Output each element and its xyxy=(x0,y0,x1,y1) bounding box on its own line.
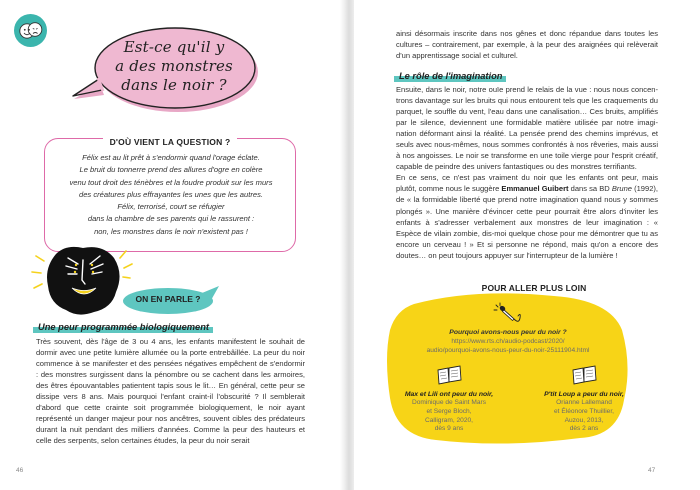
page-number: 46 xyxy=(16,467,24,474)
left-page xyxy=(0,0,346,490)
podcast-url[interactable]: https://www.rts.ch/audio-podcast/2020/ xyxy=(451,338,565,345)
title-speech-bubble xyxy=(70,20,260,116)
further-reading-heading: POUR ALLER PLUS LOIN xyxy=(481,283,587,293)
podcast-url[interactable]: audio/pourquoi-avons-nous-peur-du-noir-25111904.html xyxy=(426,347,590,354)
quote-paragraph: En ce sens, ce n'est pas vraiment du noir que les enfants ont peur, mais plutôt, comme nous le suggère Emmanuel Guibert dans sa BD Brune (1992), de « la formidable liberté que prend notre imagination quand nous y sommes plongés ». Une manière d'évincer cette peur pourrait être alors d'inviter les enfants à s'adresser verbalement aux monstres de leur imagination : « Espèce de vilain zombie, dis-moi quelque chose pour me démontrer que tu as encore un cerveau ! » Et si personne ne répond, mais qu'on a encore des doutes… on peut toujours appuyer sur l'interrupteur de la lumière ! xyxy=(396,173,658,260)
podcast-reference: Pourquoi avons-nous peur du noir ? https://www.rts.ch/audio-podcast/2020/ audio/pourquoi-avons-nous-peur-du-noir-25111904.html xyxy=(394,302,622,355)
open-book-icon xyxy=(435,364,463,386)
page-number: 47 xyxy=(648,467,656,474)
question-box xyxy=(44,138,296,252)
two-faces-icon xyxy=(14,14,47,47)
section-heading: Une peur programmée biologiquement xyxy=(33,322,213,333)
open-book-icon xyxy=(570,364,598,386)
question-heading: D'OÙ VIENT LA QUESTION ? xyxy=(45,132,295,150)
right-page xyxy=(354,0,700,490)
question-story: Félix est au lit prêt à s'endormir quand l'orage éclate. Le bruit du tonnerre prend des allures d'ogre en colère venu tout droit des ténèbres et la foudre produit sur les murs des créatures plus effrayantes les unes que les autres. Félix, terrorisé, court se réfugier dans la chambre de ses parents qui le rassurent : non, les monstres dans le noir n'existent pas ! xyxy=(69,153,273,236)
body-paragraph: Très souvent, dès l'âge de 3 ou 4 ans, les enfants manifestent le souhait de dormir avec une petite lumière allumée ou la porte entrebâillée. La peur du noir commence à se manifester et des pensées négatives empêchent de s'endormir : des monstres surgissent dans la pénombre ou se cachent dans les armoires, des êtres épouvantables patientent tapis sous le lit… En général, cette peur se dissipe vers 8 ans. Mais pourquoi l'enfant craint-il l'obscurité ? Il semblerait d'abord que cette crainte soit programmée biologiquement, le noir ayant représenté un danger majeur pour nos ancêtres, souvent cibles des prédateurs durant la nuit pendant des milliers d'années. Comme la peur des hauteurs et celle des serpents, selon certaines études, la peur du noir serait xyxy=(36,337,305,446)
microphone-icon xyxy=(493,302,523,326)
section-heading: Le rôle de l'imagination xyxy=(394,71,506,82)
book-reference: Max et Lili ont peur du noir, Dominique de Saint Mars et Serge Bloch, Calligram, 2020, dès 9 ans xyxy=(394,364,504,434)
on-en-parle-bubble: ON EN PARLE ? xyxy=(122,285,222,315)
work-title: Brune xyxy=(611,184,632,194)
author-name: Emmanuel Guibert xyxy=(501,184,569,194)
book-reference: P'tit Loup a peur du noir, Orianne Lallemand et Éléonore Thuillier, Auzou, 2013, dès 2 ans xyxy=(529,364,639,434)
intro-paragraph: ainsi désormais inscrite dans nos gênes et donc répandue dans toutes les cultures – contrairement, par exemple, à la peur des araignées qui relèverait d'un apprentissage social et culturel. xyxy=(396,29,658,61)
page-title: Est-ce qu'il y a des monstres dans le noir ? xyxy=(115,38,233,94)
body-paragraph: Ensuite, dans le noir, notre ouïe prend le relais de la vue : nous nous concentrons davantage sur les bruits qui nous entourent tels que les craquements du parquet, le souffle du vent, l'eau dans une canalisation… Ces bruits, amplifiés par le silence, deviennent une formidable matière utilisée par notre imagination déformant ainsi la réalité. La pensée prend des chemins imprévus, et seuls avec nous-mêmes, nous sommes confrontés à nos rêveries, mais aussi à nos angoisses. Le noir se transforme en une toile vierge pour l'esprit créatif, capable de peindre des univers fantastiques ou des monstres terrifiants. En ce sens, ce n'est pas vraiment du noir que les enfants ont peur, mais plutôt, comme nous le suggère Emmanuel Guibert dans sa BD Brune (1992), de « la formidable liberté que prend notre imagination quand nous y sommes plongés ». Une manière d'évincer cette peur pourrait être alors d'inviter les enfants à s'adresser verbalement aux monstres de leur imagination : « Espèce de vilain zombie, dis-moi quelque chose pour me démontrer que tu as encore un cerveau ! » Et si personne ne répond, mais qu'on a encore des doutes… on peut toujours appuyer sur l'interrupteur de la lumière ! xyxy=(396,85,658,260)
